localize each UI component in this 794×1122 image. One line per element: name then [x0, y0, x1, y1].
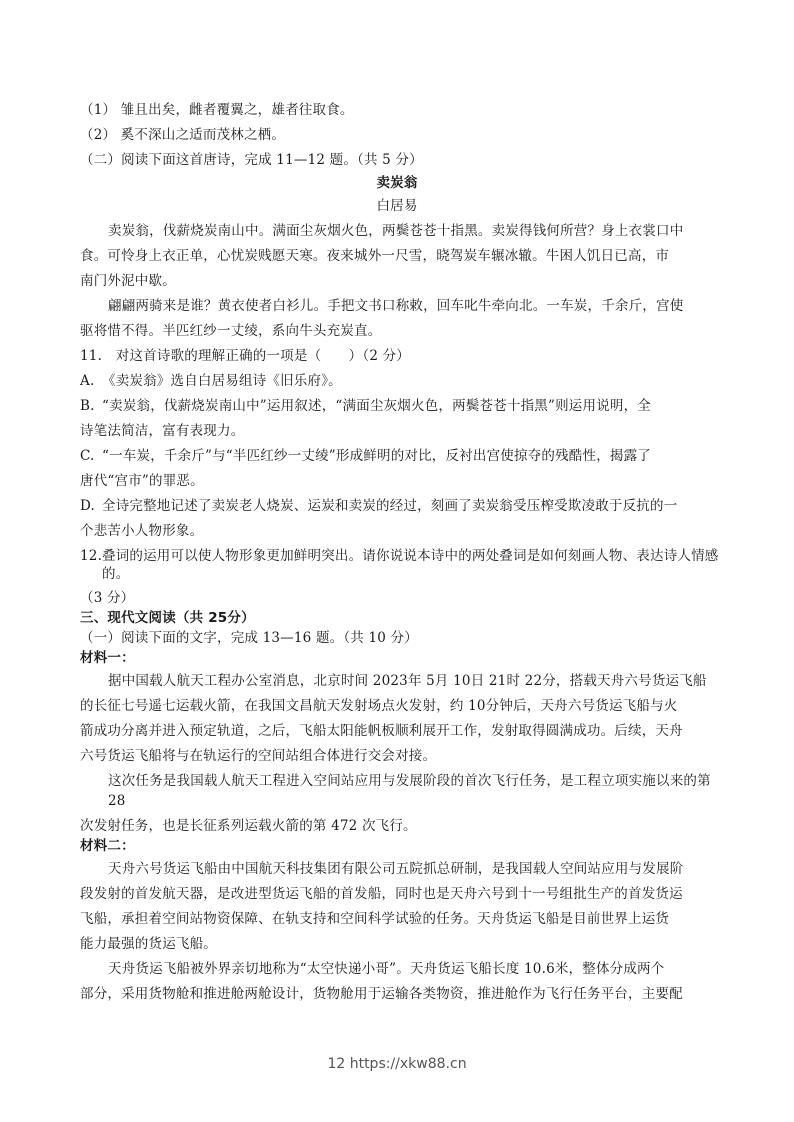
material-2-line: 段发射的首发航天器，是改进型货运飞船的首发船，同时也是天舟六号到十一号组批生产的首发货运	[80, 886, 683, 902]
material-2-line: 部分，采用货物舱和推进舱两舱设计，货物舱用于运输各类物资，推进舱作为飞行任务平台，主要配	[80, 986, 683, 1002]
question-12-number: 12.	[80, 548, 103, 564]
option-c-text: “一车炭，千余斤”与“半匹红纱一丈绫”形成鲜明的对比，反衬出宫使掠夺的残酷性，揭露了	[102, 448, 652, 464]
material-2-line: 飞船，承担着空间站物资保障、在轨支持和空间科学试验的任务。天舟货运飞船是目前世界上运货	[80, 911, 670, 927]
poem-author: 白居易	[376, 198, 418, 214]
material-1-line: 这次任务是我国载人航天工程进入空间站应用与发展阶段的首次飞行任务，是工程立项实施以来的第	[108, 773, 711, 789]
section-instruction: （二）阅读下面这首唐诗，完成 11—12 题。（共 5 分）	[80, 152, 423, 168]
material-1-line: 六号货运飞船将与在轨运行的空间站组合体进行交会对接。	[80, 748, 437, 764]
section-3-part-1-instruction: （一）阅读下面的文字，完成 13—16 题。（共 10 分）	[80, 630, 418, 646]
material-2-line: 天舟货运飞船被外界亲切地称为“太空快递小哥”。天舟货运飞船长度 10.6米，整体分成两个	[108, 961, 665, 977]
section-3-heading: 三、现代文阅读（共 25分）	[80, 610, 255, 626]
poem-line: 翩翩两骑来是谁？黄衣使者白衫儿。手把文书口称敕，回车叱牛牵向北。一车炭，千余斤，宫使	[108, 298, 684, 314]
option-a-label: A.	[80, 373, 95, 389]
material-1-label: 材料一：	[80, 650, 135, 666]
material-2-line: 能力最强的货运飞船。	[80, 936, 217, 952]
option-d-text-cont: 个悲苦小人物形象。	[80, 523, 204, 539]
poem-line: 南门外泥中歇。	[80, 273, 176, 289]
option-c-label: C.	[80, 448, 95, 464]
option-c-text-cont: 唐代“宫市”的罪恶。	[80, 473, 204, 489]
question-12-score: （3 分）	[80, 590, 135, 606]
poem-line: 食。可怜身上衣正单，心忧炭贱愿天寒。夜来城外一尺雪，晓驾炭车辗冰辙。牛困人饥日已高，市	[80, 248, 670, 264]
material-2-label: 材料二：	[80, 838, 135, 854]
material-1-line: 28	[108, 793, 126, 809]
question-12-text: 叠词的运用可以使人物形象更加鲜明突出。请你说说本诗中的两处叠词是如何刻画人物、表达诗人情感	[102, 548, 719, 564]
option-d-text: 全诗完整地记述了卖炭老人烧炭、运炭和卖炭的经过，刻画了卖炭翁受压榨受欺凌敢于反抗的一	[102, 498, 678, 514]
question-12-text-cont: 的。	[102, 566, 130, 582]
page-footer: 12 https://xkw88.cn	[327, 1056, 467, 1072]
option-b-text-cont: 诗笔法简洁，富有表现力。	[80, 423, 245, 439]
material-1-line: 据中国载人航天工程办公室消息，北京时间 2023年 5月 10日 21时 22分，搭载天舟六号货运飞船	[108, 673, 707, 689]
material-1-line: 的长征七号遥七运载火箭，在我国文昌航天发射场点火发射，约 10分钟后，天舟六号货运飞船与火	[80, 698, 678, 714]
poem-line: 驱将惜不得。半匹红纱一丈绫，系向牛头充炭直。	[80, 323, 382, 339]
poem-line: 卖炭翁，伐薪烧炭南山中。满面尘灰烟火色，两鬓苍苍十指黑。卖炭得钱何所营？身上衣裳口中	[108, 223, 684, 239]
material-2-line: 天舟六号货运飞船由中国航天科技集团有限公司五院抓总研制，是我国载人空间站应用与发展阶	[108, 861, 684, 877]
option-d-label: D.	[80, 498, 96, 514]
material-1-line: 箭成功分离并进入预定轨道，之后，飞船太阳能帆板顺利展开工作，发射取得圆满成功。后续，天舟	[80, 723, 683, 739]
poem-title: 卖炭翁	[376, 175, 418, 191]
option-b-label: B.	[80, 398, 95, 414]
translation-item-1: （1） 雏且出矣，雌者覆翼之，雄者往取食。	[80, 102, 354, 118]
question-11-stem: 11. 对这首诗歌的理解正确的一项是（ ）（2 分）	[80, 348, 410, 364]
material-1-line: 次发射任务，也是长征系列运载火箭的第 472 次飞行。	[80, 818, 417, 834]
option-b-text: “卖炭翁，伐薪烧炭南山中”运用叙述，“满面尘灰烟火色，两鬓苍苍十指黑”则运用说明，全	[102, 398, 652, 414]
translation-item-2: （2） 奚不深山之适而茂林之栖。	[80, 127, 286, 143]
option-a-text: 《卖炭翁》选自白居易组诗《旧乐府》。	[102, 373, 342, 389]
